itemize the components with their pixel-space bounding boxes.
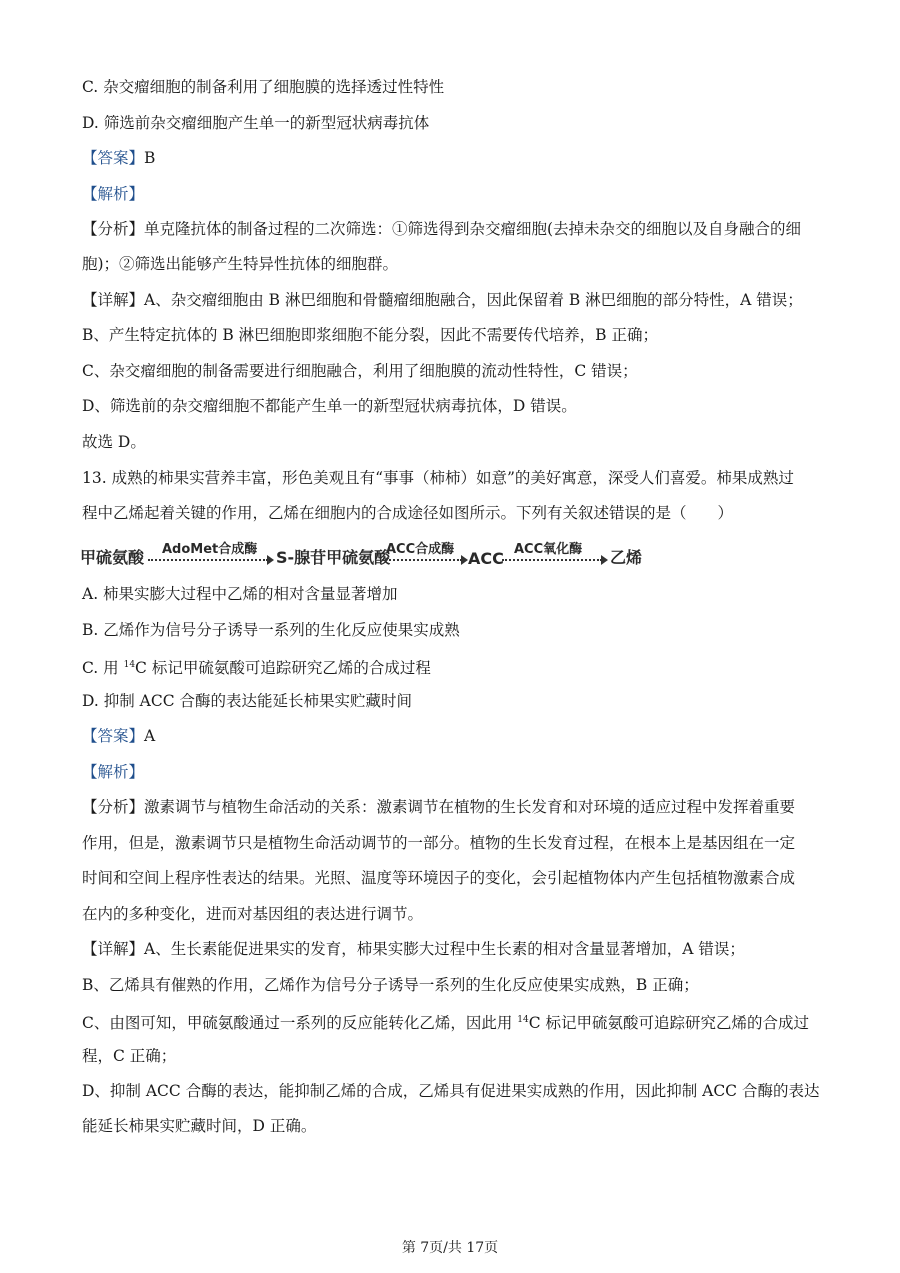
q13-detail-b: B、乙烯具有催熟的作用，乙烯作为信号分子诱导一系列的生化反应使果实成熟，B 正确； [82,976,699,994]
q13-fenxi-line4: 在内的多种变化，进而对基因组的表达进行调节。 [82,905,424,923]
q12-fenxi-line1: 【分析】单克隆抗体的制备过程的二次筛选：①筛选得到杂交瘤细胞(去掉未杂交的细胞以及自身融合的细 [82,220,802,238]
pathway-node-ethylene: 乙烯 [610,548,643,567]
detail-c-suffix: C 标记甲硫氨酸可追踪研究乙烯的合成过 [528,1014,810,1032]
q13-fenxi-line3: 时间和空间上程序性表达的结果。光照、温度等环境因子的变化，会引起植物体内产生包括植物激素合成 [82,869,796,887]
q12-conclusion: 故选 D。 [82,433,146,451]
q13-analysis-label: 【解析】 [82,763,145,781]
q12-option-d: D. 筛选前杂交瘤细胞产生单一的新型冠状病毒抗体 [82,114,430,132]
page-footer: 第 7页/共 17页 [401,1240,499,1256]
pathway-node-sam: S-腺苷甲硫氨酸 [276,548,391,567]
q12-detail-a: 【详解】A、杂交瘤细胞由 B 淋巴细胞和骨髓瘤细胞融合，因此保留着 B 淋巴细胞的部分特性，A 错误； [82,291,803,309]
q13-answer [82,726,155,746]
answer-value: B [144,149,156,167]
q12-option-c: C. 杂交瘤细胞的制备利用了细胞膜的选择透过性特性 [82,78,445,96]
q13-option-a: A. 柿果实膨大过程中乙烯的相对含量显著增加 [82,585,398,603]
detail-c-prefix: C、由图可知，甲硫氨酸通过一系列的反应能转化乙烯，因此用 [82,1014,518,1032]
q12-answer [82,148,155,168]
q13-detail-d-line2: 能延长柿果实贮藏时间，D 正确。 [82,1117,317,1135]
q12-detail-b: B、产生特定抗体的 B 淋巴细胞即浆细胞不能分裂，因此不需要传代培养，B 正确； [82,326,658,344]
pathway-arrow-2 [382,559,462,561]
pathway-arrow-1 [148,559,268,561]
isotope-superscript: 14 [123,660,136,670]
pathway-node-methionine: 甲硫氨酸 [80,548,145,567]
q13-fenxi-line2: 作用，但是，激素调节只是植物生命活动调节的一部分。植物的生长发育过程，在根本上是基因组在一定 [82,834,796,852]
q13-option-d: D. 抑制 ACC 合酶的表达能延长柿果实贮藏时间 [82,692,412,710]
q13-detail-a: 【详解】A、生长素能促进果实的发育，柿果实膨大过程中生长素的相对含量显著增加，A 错误； [82,940,745,958]
answer-value: A [144,727,156,745]
q12-detail-c: C、杂交瘤细胞的制备需要进行细胞融合，利用了细胞膜的流动性特性，C 错误； [82,362,638,380]
q13-stem-line2: 程中乙烯起着关键的作用，乙烯在细胞内的合成途径如图所示。下列有关叙述错误的是（ ） [82,504,734,522]
q13-stem-line1: 13. 成熟的柿果实营养丰富，形色美观且有“事事（柿柿）如意”的美好寓意，深受人们喜爱。柿果成熟过 [82,469,794,487]
pathway-enzyme-acc-synthase: ACC合成酶 [386,542,455,557]
q13-detail-c [82,1010,809,1033]
q13-fenxi-line1: 【分析】激素调节与植物生命活动的关系：激素调节在植物的生长发育和对环境的适应过程中发挥着重要 [82,798,796,816]
answer-label: 【答案】 [82,727,145,745]
pathway-enzyme-adomet: AdoMet合成酶 [162,542,258,557]
q12-analysis-label: 【解析】 [82,185,145,203]
pathway-node-acc: ACC [468,549,504,568]
q12-fenxi-line2: 胞)；②筛选出能够产生特异性抗体的细胞群。 [82,255,399,273]
q12-detail-d: D、筛选前的杂交瘤细胞不都能产生单一的新型冠状病毒抗体，D 错误。 [82,397,577,415]
q13-option-b: B. 乙烯作为信号分子诱导一系列的生化反应使果实成熟 [82,621,460,639]
option-c-suffix: C 标记甲硫氨酸可追踪研究乙烯的合成过程 [135,659,431,677]
q13-option-c [82,655,431,678]
isotope-superscript: 14 [517,1015,529,1025]
q13-detail-d-line1: D、抑制 ACC 合酶的表达，能抑制乙烯的合成，乙烯具有促进果实成熟的作用，因此抑制 ACC 合酶的表达 [82,1082,820,1100]
answer-label: 【答案】 [82,149,145,167]
option-c-prefix: C. 用 [82,659,124,677]
ethylene-synthesis-pathway [80,538,680,572]
pathway-arrow-3 [502,559,602,561]
q13-detail-c-line2: 程，C 正确； [82,1047,177,1065]
pathway-enzyme-acc-oxidase: ACC氧化酶 [514,542,583,557]
